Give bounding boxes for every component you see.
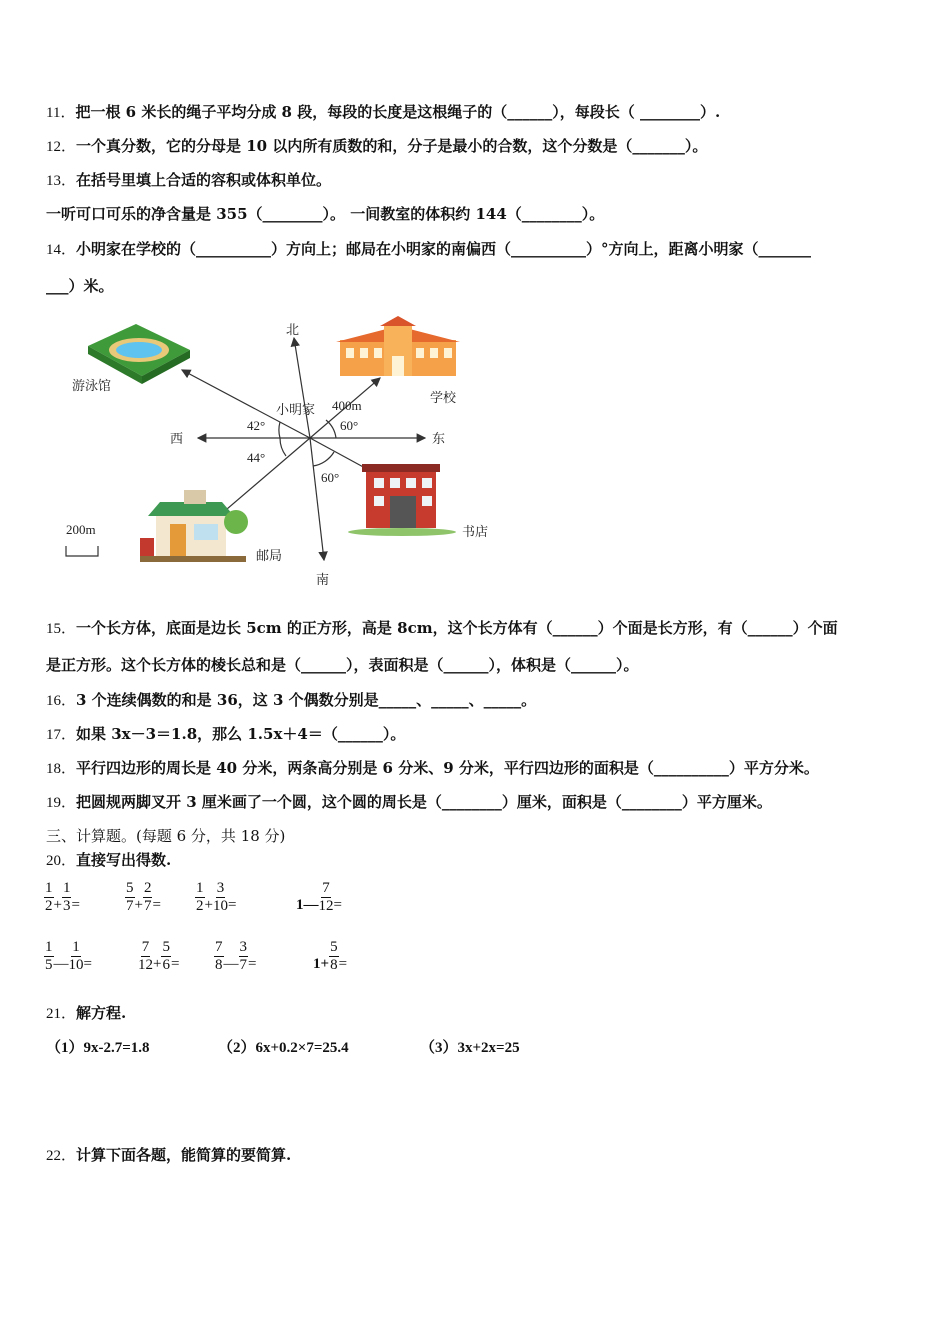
north-axis	[294, 338, 310, 438]
question-15	[46, 618, 838, 639]
question-20	[46, 850, 171, 871]
north-label: 北	[286, 322, 300, 337]
question-text: 计算下面各题，能简算的要简算.	[76, 1146, 292, 1164]
question-text: 3 个连续偶数的和是 36，这 3 个偶数分别是_____、_____、_____。	[76, 691, 537, 709]
school-icon	[336, 316, 460, 376]
question-number: 20．	[46, 853, 77, 869]
section-3-heading: 三、计算题。(每题 6 分，共 18 分)	[46, 827, 286, 845]
equation-3: （3）3x+2x=25	[420, 1040, 520, 1056]
angle-arc-sw	[280, 438, 286, 456]
question-11	[46, 102, 720, 123]
question-number: 15．	[46, 621, 77, 637]
angle-arc-se	[313, 452, 334, 466]
south-axis	[310, 438, 324, 560]
equation-1: （1）9x-2.7=1.8	[46, 1040, 150, 1056]
question-text: 把圆规两脚叉开 3 厘米画了一个圆，这个圆的周长是（________）厘米，面积是（________）平方厘米。	[76, 793, 772, 811]
angle-se-label: 60°	[321, 470, 340, 485]
question-14-line2: ___）米。	[46, 277, 114, 295]
question-text: 如果 3x－3＝1.8，那么 1.5x＋4＝（______）。	[76, 725, 406, 743]
question-number: 18．	[46, 761, 77, 777]
distance-label: 400m	[332, 398, 362, 413]
question-16	[46, 690, 536, 711]
scale-bar	[66, 546, 98, 556]
question-text: 一个真分数，它的分母是 10 以内所有质数的和，分子是最小的合数，这个分数是（_______）。	[76, 137, 708, 155]
question-number: 12．	[46, 139, 77, 155]
question-text: 小明家在学校的（__________）方向上；邮局在小明家的南偏西（__________）°方向上，距离小明家（_______	[76, 240, 812, 258]
question-17	[46, 724, 405, 745]
fraction-problem: $\frac{1}{5}$ — $\frac{1}{10}$ =	[45, 939, 92, 973]
pool-icon	[88, 324, 190, 384]
question-13	[46, 170, 331, 191]
question-text: 直接写出得数.	[76, 851, 172, 869]
question-text: 一个长方体，底面是边长 5cm 的正方形，高是 8cm，这个长方体有（______）个面是长方形，有（______）个面	[76, 619, 838, 637]
question-number: 17．	[46, 727, 77, 743]
angle-nw-label: 42°	[247, 418, 266, 433]
question-number: 19．	[46, 795, 77, 811]
question-18	[46, 758, 819, 779]
question-number: 11．	[46, 105, 76, 121]
school-label: 学校	[430, 390, 457, 405]
angle-arc-nw	[279, 422, 280, 438]
equation-2: （2）6x+0.2×7=25.4	[218, 1040, 349, 1056]
fraction-problem: $\frac{1}{2}$ + $\frac{1}{3}$ =	[45, 880, 80, 914]
fraction-problem: 1— $\frac{7}{12}$ =	[296, 880, 342, 914]
angle-sw-label: 44°	[247, 450, 266, 465]
fraction-problem: 1+ $\frac{5}{8}$ =	[313, 939, 348, 973]
east-label: 东	[432, 431, 446, 446]
question-15-line2: 是正方形。这个长方体的棱长总和是（______），表面积是（______），体积是（______）。	[46, 656, 639, 674]
question-14	[46, 239, 811, 260]
question-number: 21．	[46, 1006, 77, 1022]
home-label: 小明家	[276, 402, 316, 417]
question-number: 16．	[46, 693, 77, 709]
question-22	[46, 1145, 291, 1166]
bookstore-label: 书店	[462, 524, 489, 539]
direction-diagram	[40, 310, 560, 600]
fraction-problem: $\frac{1}{2}$ + $\frac{3}{10}$ =	[196, 880, 237, 914]
question-13-line2: 一听可口可乐的净含量是 355（________）。 一间教室的体积约 144（________）。	[46, 205, 605, 223]
post-label: 邮局	[256, 548, 283, 563]
fraction-problem: $\frac{7}{12}$ + $\frac{5}{6}$ =	[138, 939, 180, 973]
question-number: 22．	[46, 1148, 77, 1164]
fraction-problem: $\frac{7}{8}$ — $\frac{3}{7}$ =	[215, 939, 257, 973]
question-number: 13．	[46, 173, 77, 189]
south-label: 南	[316, 572, 330, 587]
angle-ne-label: 60°	[340, 418, 359, 433]
question-text: 在括号里填上合适的容积或体积单位。	[76, 171, 332, 189]
fraction-problem: $\frac{5}{7}$ + $\frac{2}{7}$ =	[126, 880, 161, 914]
bookstore-icon	[348, 464, 456, 536]
post-office-icon	[140, 490, 248, 562]
question-text: 解方程.	[76, 1004, 127, 1022]
question-19	[46, 792, 772, 813]
question-text: 把一根 6 米长的绳子平均分成 8 段，每段的长度是这根绳子的（______），每段长（ ________）.	[75, 103, 721, 121]
west-label: 西	[170, 431, 184, 446]
question-12	[46, 136, 707, 157]
question-21	[46, 1003, 126, 1024]
pool-label: 游泳馆	[72, 378, 112, 393]
scale-label: 200m	[66, 522, 96, 537]
question-number: 14．	[46, 242, 77, 258]
question-text: 平行四边形的周长是 40 分米，两条高分别是 6 分米、9 分米，平行四边形的面积是（__________）平方分米。	[76, 759, 819, 777]
